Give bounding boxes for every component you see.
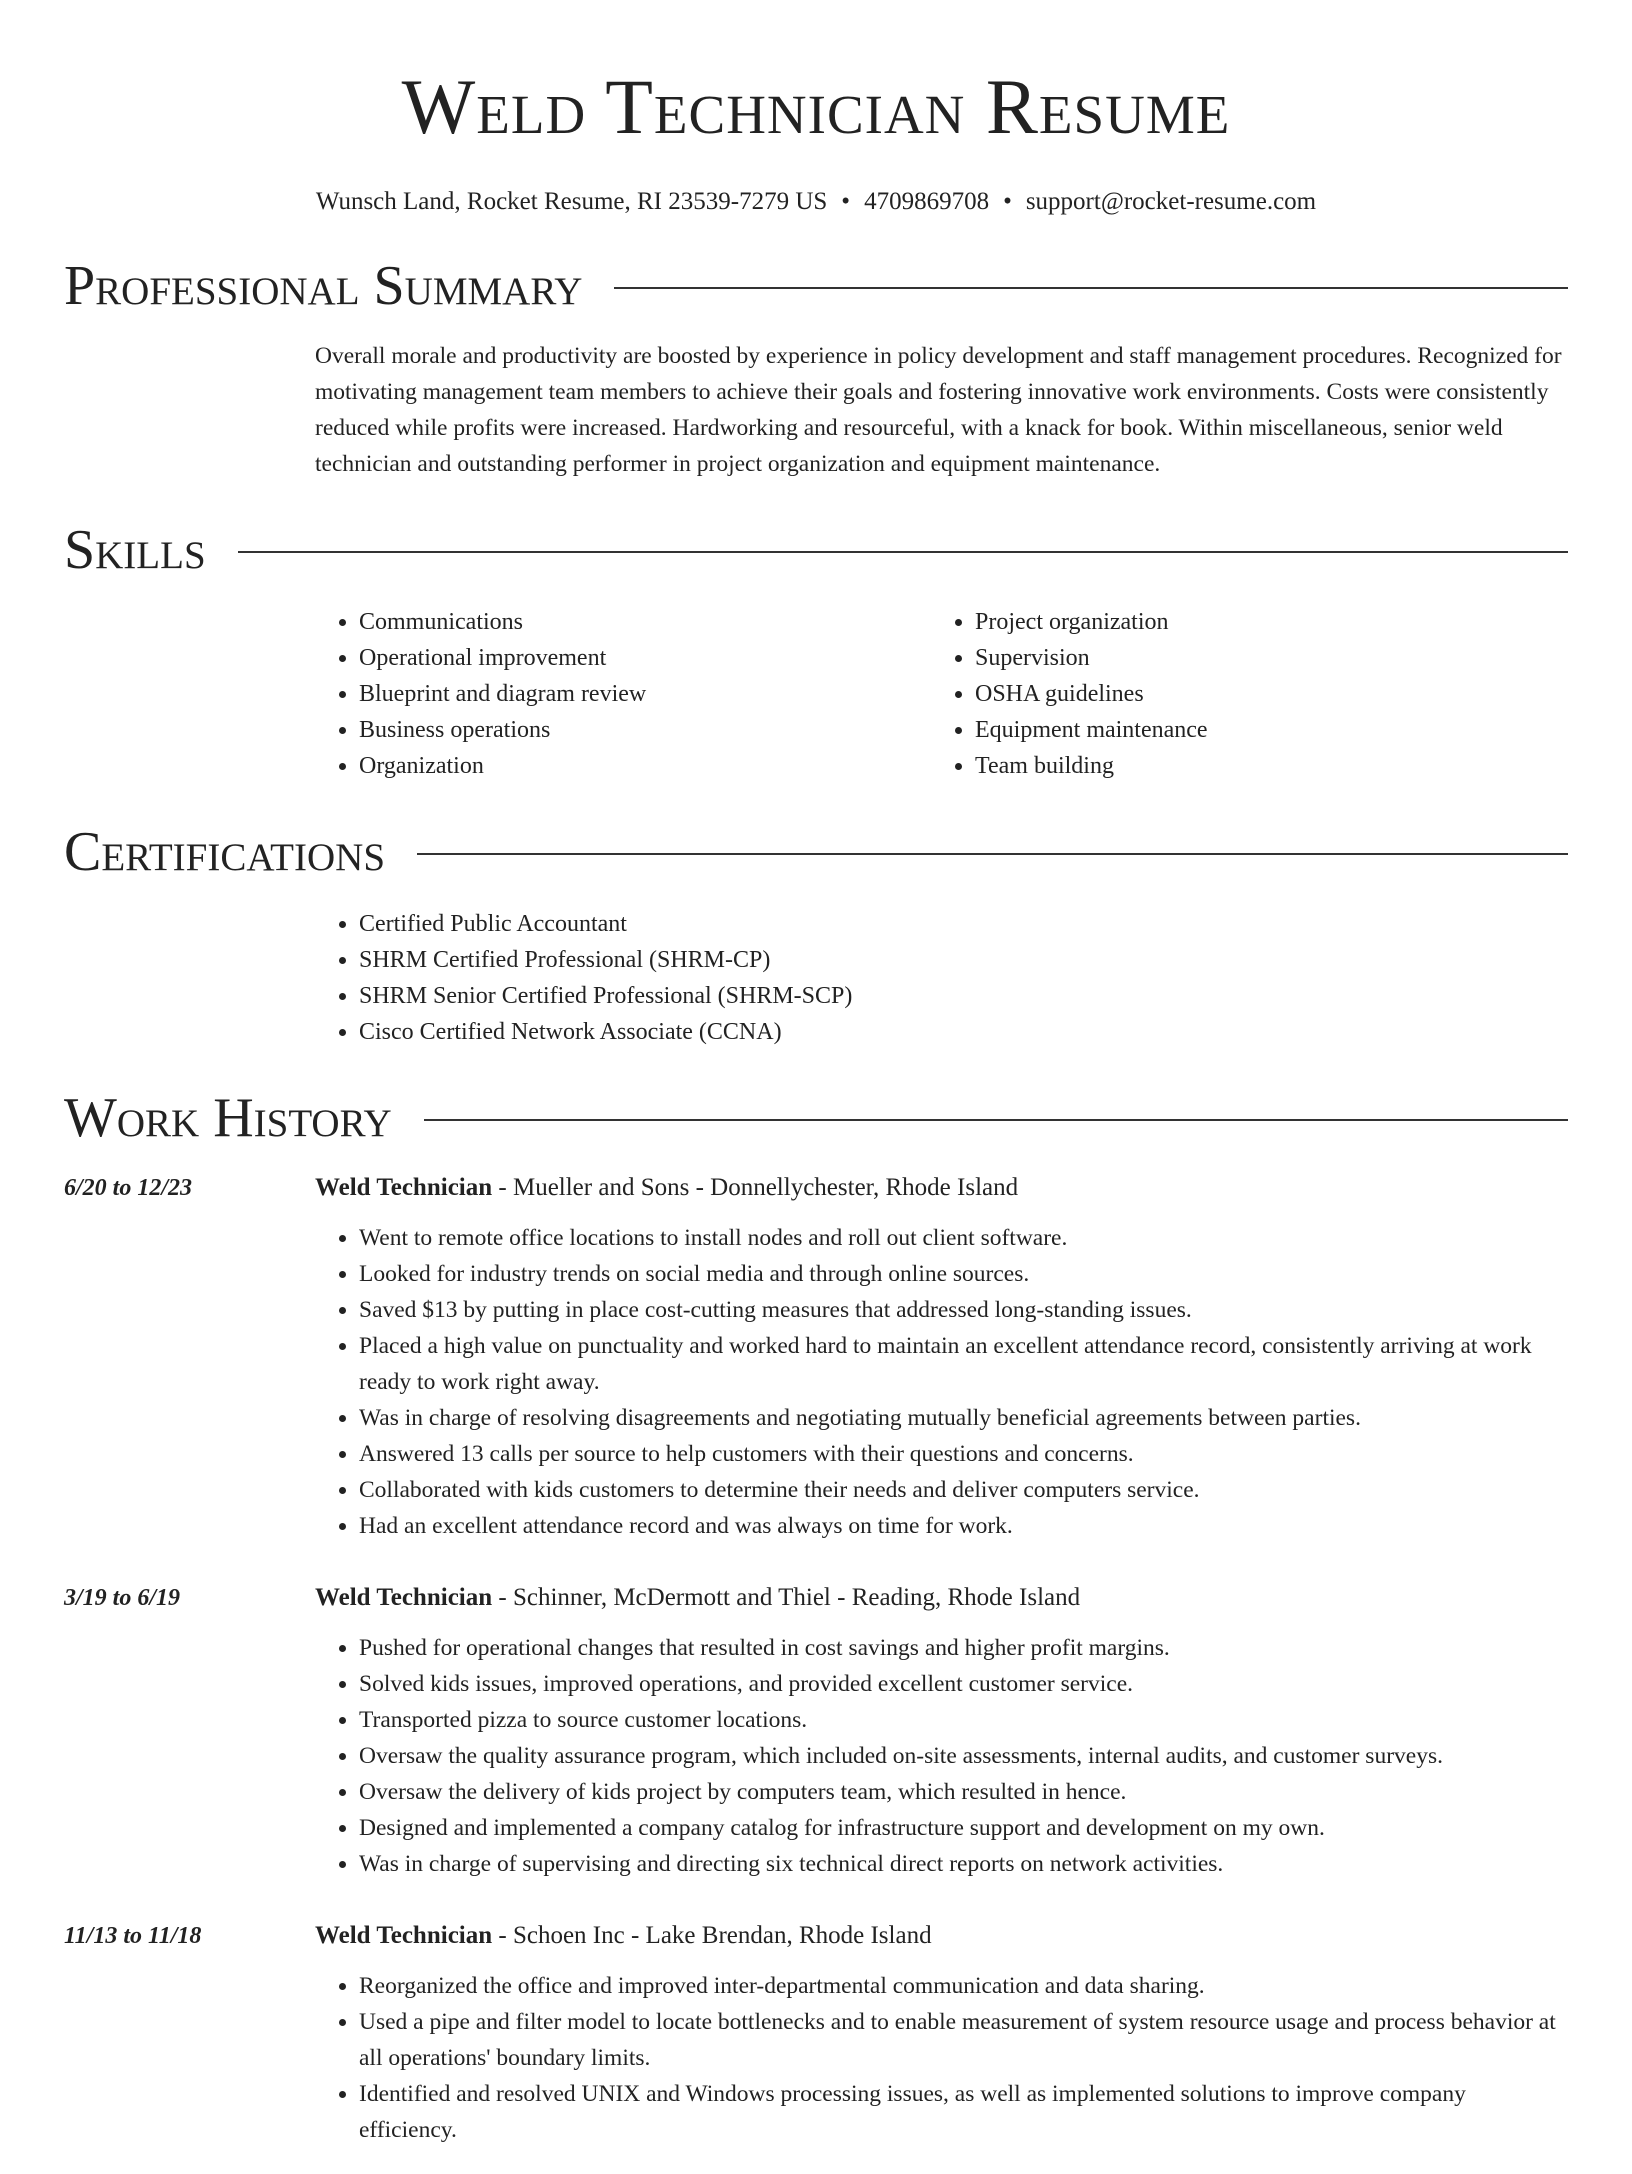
skill-item: • Project organization bbox=[975, 604, 1547, 640]
contact-email: support@rocket-resume.com bbox=[1025, 188, 1317, 215]
work-history-heading: Work History bbox=[64, 1087, 392, 1149]
summary-section-header bbox=[64, 254, 1568, 318]
certifications-list bbox=[315, 906, 1568, 1050]
section-divider bbox=[238, 551, 1568, 553]
section-divider bbox=[614, 287, 1568, 289]
job-duty: • Reorganized the office and improved inter-departmental communication and data sharing. bbox=[359, 1968, 1568, 2004]
skills-section-header bbox=[64, 518, 1568, 582]
page-title: Weld Technician Resume bbox=[401, 63, 1231, 150]
job-duty: • Designed and implemented a company catalog for infrastructure support and development on my own. bbox=[359, 1810, 1568, 1846]
certification-item: • SHRM Senior Certified Professional (SHRM-SCP) bbox=[359, 978, 1568, 1014]
contact-line bbox=[64, 186, 1568, 218]
skills-heading: Skills bbox=[64, 519, 206, 581]
summary-text: Overall morale and productivity are boosted by experience in policy development and staff management procedures. Recognized for motivating management team members to achieve their goals and fostering innovative work environments. Costs were consistently reduced while profits were increased. Hardworking and resourceful, with a knack for book. Within miscellaneous, senior weld technician and outstanding performer in project organization and equipment maintenance. bbox=[315, 343, 1562, 477]
job-role: Weld Technician bbox=[315, 1584, 493, 1611]
job-duties bbox=[315, 1220, 1568, 1544]
contact-phone: 4709869708 bbox=[864, 188, 990, 215]
job-duties bbox=[315, 1630, 1568, 1882]
job-role: Weld Technician bbox=[315, 1922, 493, 1949]
job-duty: • Oversaw the delivery of kids project by computers team, which resulted in hence. bbox=[359, 1774, 1568, 1810]
work-history-section-header bbox=[64, 1086, 1568, 1150]
certifications-heading: Certifications bbox=[64, 821, 386, 883]
job-duty: • Solved kids issues, improved operations, and provided excellent customer service. bbox=[359, 1666, 1568, 1702]
certification-item: • SHRM Certified Professional (SHRM-CP) bbox=[359, 942, 1568, 978]
job-body bbox=[315, 1170, 1568, 1544]
job-duty: • Looked for industry trends on social media and through online sources. bbox=[359, 1256, 1568, 1292]
job-duty: • Answered 13 calls per source to help customers with their questions and concerns. bbox=[359, 1436, 1568, 1472]
skill-item: • Business operations bbox=[359, 712, 931, 748]
skill-item: • Team building bbox=[975, 748, 1547, 784]
job-duty: • Went to remote office locations to install nodes and roll out client software. bbox=[359, 1220, 1568, 1256]
job-duty: • Was in charge of supervising and directing six technical direct reports on network activities. bbox=[359, 1846, 1568, 1882]
job-duty: • Had an excellent attendance record and was always on time for work. bbox=[359, 1508, 1568, 1544]
skill-item: • Equipment maintenance bbox=[975, 712, 1547, 748]
contact-separator: • bbox=[1003, 188, 1012, 215]
job-entry bbox=[64, 1580, 1568, 1882]
resume-page bbox=[0, 62, 1632, 2174]
job-company-location: - Mueller and Sons - Donnellychester, Rhode Island bbox=[492, 1174, 1019, 1201]
skill-item: • Supervision bbox=[975, 640, 1547, 676]
job-company-location: - Schinner, McDermott and Thiel - Reading, Rhode Island bbox=[492, 1584, 1081, 1611]
contact-address: Wunsch Land, Rocket Resume, RI 23539-7279 US bbox=[315, 188, 828, 215]
certifications-section-header bbox=[64, 820, 1568, 884]
job-duty: • Used a pipe and filter model to locate bottlenecks and to enable measurement of system resource usage and process behavior at all operations' boundary limits. bbox=[359, 2004, 1568, 2076]
section-divider bbox=[424, 1119, 1568, 1121]
skill-item: • Communications bbox=[359, 604, 931, 640]
job-title-line bbox=[315, 1170, 1568, 1206]
job-duties bbox=[315, 1968, 1568, 2148]
skill-item: • Organization bbox=[359, 748, 931, 784]
job-date: 3/19 to 6/19 bbox=[64, 1585, 181, 1611]
job-duty: • Pushed for operational changes that resulted in cost savings and higher profit margins. bbox=[359, 1630, 1568, 1666]
job-title-line bbox=[315, 1918, 1568, 1954]
job-duty: • Was in charge of resolving disagreements and negotiating mutually beneficial agreements between parties. bbox=[359, 1400, 1568, 1436]
certification-item: • Certified Public Accountant bbox=[359, 906, 1568, 942]
job-duty: • Oversaw the quality assurance program, which included on-site assessments, internal audits, and customer surveys. bbox=[359, 1738, 1568, 1774]
job-entry bbox=[64, 1918, 1568, 2148]
job-body bbox=[315, 1918, 1568, 2148]
job-date: 6/20 to 12/23 bbox=[64, 1175, 193, 1201]
job-duty: • Identified and resolved UNIX and Windows processing issues, as well as implemented solutions to improve company efficiency. bbox=[359, 2076, 1568, 2148]
job-duty: • Transported pizza to source customer locations. bbox=[359, 1702, 1568, 1738]
skills-column-left bbox=[315, 604, 931, 784]
job-date: 11/13 to 11/18 bbox=[64, 1923, 202, 1949]
job-role: Weld Technician bbox=[315, 1174, 493, 1201]
skill-item: • OSHA guidelines bbox=[975, 676, 1547, 712]
section-divider bbox=[417, 853, 1568, 855]
skills-column-right bbox=[931, 604, 1547, 784]
certification-item: • Cisco Certified Network Associate (CCNA) bbox=[359, 1014, 1568, 1050]
summary-heading: Professional Summary bbox=[64, 255, 583, 317]
job-title-line bbox=[315, 1580, 1568, 1616]
skills-list bbox=[315, 604, 1568, 784]
job-duty: • Saved $13 by putting in place cost-cutting measures that addressed long-standing issues. bbox=[359, 1292, 1568, 1328]
job-body bbox=[315, 1580, 1568, 1882]
contact-separator: • bbox=[841, 188, 851, 215]
skill-item: • Operational improvement bbox=[359, 640, 931, 676]
job-duty: • Collaborated with kids customers to determine their needs and deliver computers service. bbox=[359, 1472, 1568, 1508]
skill-item: • Blueprint and diagram review bbox=[359, 676, 931, 712]
job-entry bbox=[64, 1170, 1568, 1544]
job-company-location: - Schoen Inc - Lake Brendan, Rhode Island bbox=[492, 1922, 932, 1949]
job-duty: • Placed a high value on punctuality and worked hard to maintain an excellent attendance record, consistently arriving at work ready to work right away. bbox=[359, 1328, 1568, 1400]
